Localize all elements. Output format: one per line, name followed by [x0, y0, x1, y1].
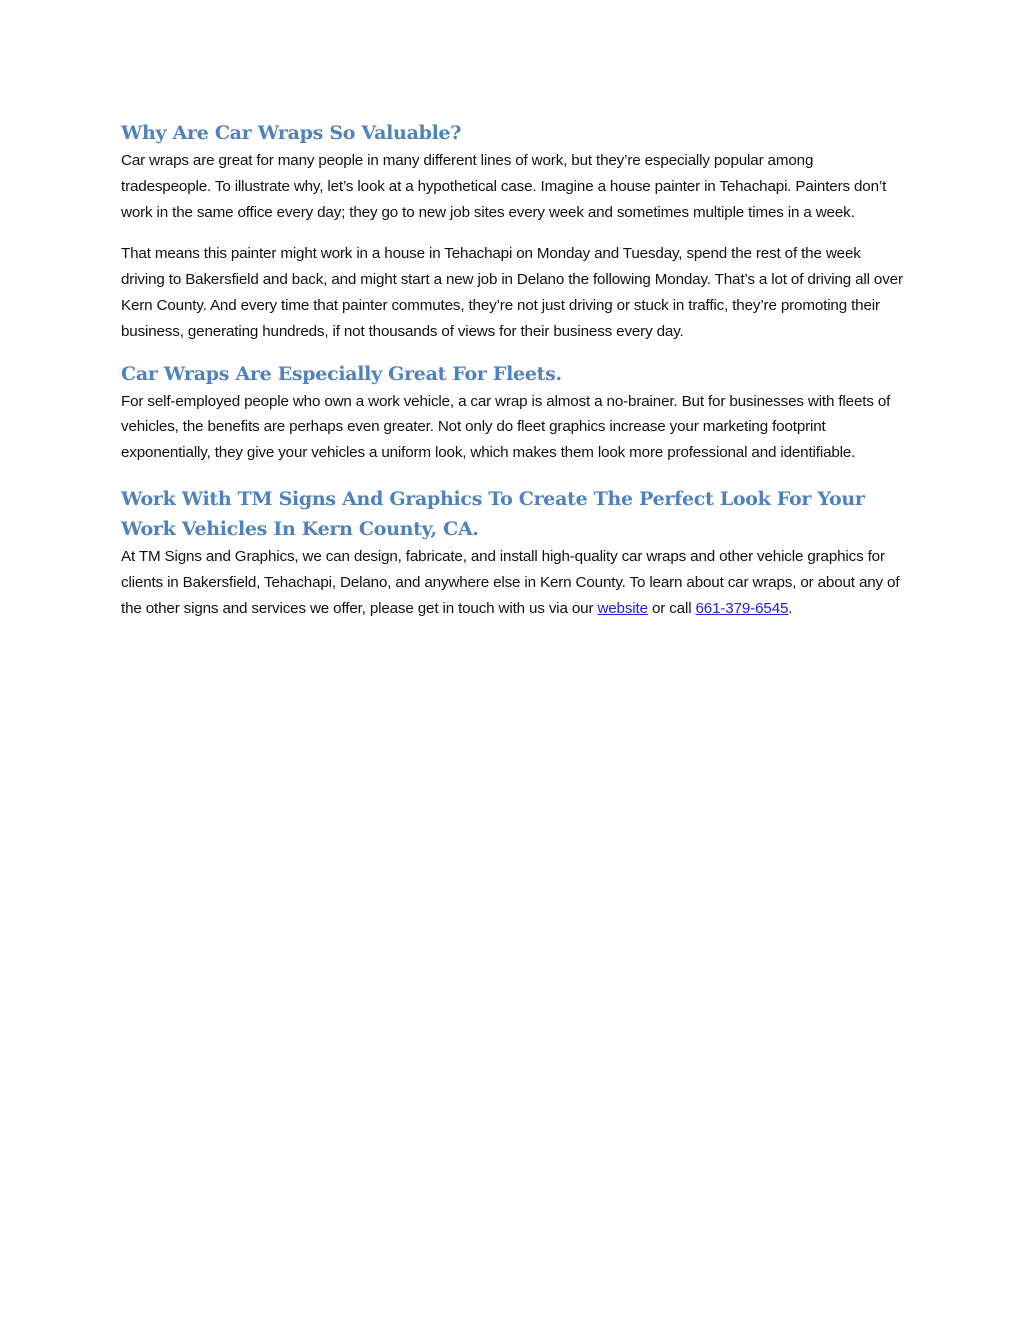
paragraph-fleets: For self-employed people who own a work vehicle, a car wrap is almost a no-brainer. But for businesses with fleets of vehicles, the benefits are perhaps even greater. Not only do fleet graphics increase your marketing footprint exponentially, they give your vehicles a uniform look, which makes them look more professional and identifiable.: [121, 392, 891, 462]
document-page: [121, 118, 906, 621]
section-heading-tm-signs: Work With TM Signs And Graphics To Create The Perfect Look For Your Work Vehicles In Kern County, CA.: [121, 487, 865, 540]
contact-text-end: .: [788, 599, 793, 617]
section-heading-value: Why Are Car Wraps So Valuable?: [121, 122, 462, 144]
contact-text: At TM Signs and Graphics, we can design, fabricate, and install high-quality car wraps and other vehicle graphics for clients in Bakersfield, Tehachapi, Delano, and anywhere else in Kern County. To learn about car wraps, or about any of the other signs and services we offer, please get in touch with us via our: [121, 547, 900, 617]
paragraph-painter-driving: That means this painter might work in a house in Tehachapi on Monday and Tuesday, spend the rest of the week driving to Bakersfield and back, and might start a new job in Delano the following Monday. That’s a lot of driving all over Kern County. And every time that painter commutes, they’re not just driving or stuck in traffic, they’re promoting their business, generating hundreds, if not thousands of views for their business every day.: [121, 245, 903, 340]
paragraph-painter-intro: Car wraps are great for many people in many different lines of work, but they’re especially popular among tradespeople. To illustrate why, let’s look at a hypothetical case. Imagine a house painter in Tehachapi. Painters don’t work in the same office every day; they go to new job sites every week and sometimes multiple times in a week.: [121, 152, 887, 221]
paragraph-contact: [121, 544, 906, 621]
section-heading-fleets: Car Wraps Are Especially Great For Fleets.: [121, 362, 562, 385]
website-link[interactable]: website: [597, 599, 648, 617]
phone-link[interactable]: 661-379-6545: [695, 599, 789, 617]
contact-text-middle: or call: [647, 599, 696, 617]
